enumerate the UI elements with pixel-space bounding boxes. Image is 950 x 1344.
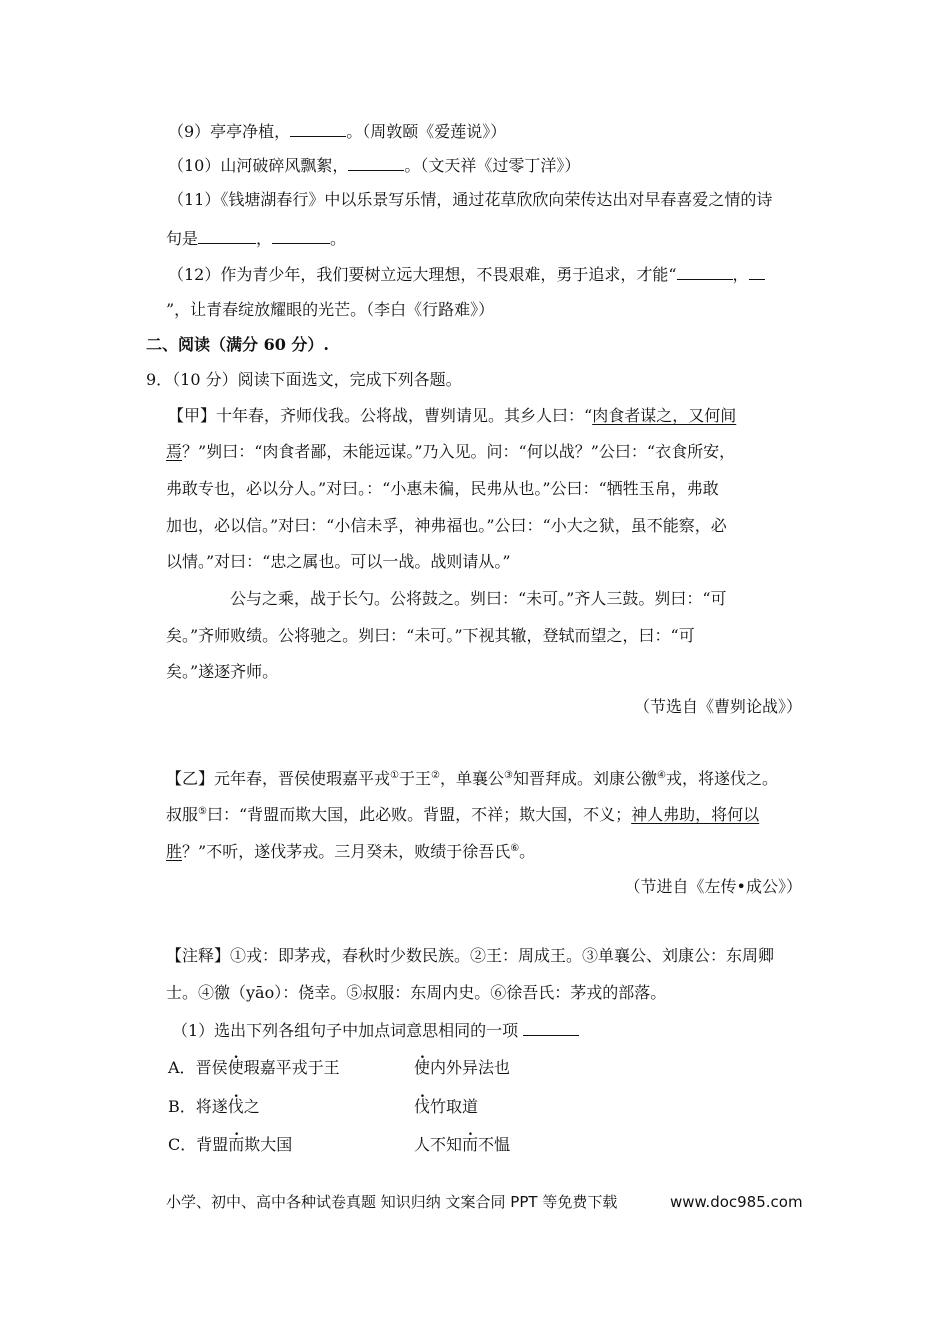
answer-blank (290, 121, 346, 137)
sub-question-1: （1）选出下列各组句子中加点词意思相同的一项 (172, 1020, 579, 1041)
passage-yi-source: （节进自《左传•成公》） (624, 877, 802, 896)
fill-q10: （10）山河破碎风飘絮， 。（文天祥《过零丁洋》） (168, 156, 581, 175)
underlined-sentence: 胜 (166, 842, 183, 861)
answer-blank (749, 264, 765, 280)
fill-q9: （9）亭亭净植， 。（周敦颐《爱莲说》） (168, 122, 507, 141)
footer-text: 小学、初中、高中各种试卷真题 知识归纳 文案合同 PPT 等免费下载 (166, 1193, 618, 1211)
fill-q12-line2: ”，让青春绽放耀眼的光芒。（李白《行路难》） (166, 300, 495, 319)
fill-q12-line1: （12）作为青少年，我们要树立远大理想，不畏艰难，勇于追求，才能“ ， (168, 264, 765, 285)
passage-yi-line: 叔服⑤曰：“背盟而欺大国，此必败。背盟，不祥；欺大国，不义；神人弗助，将何以 (166, 805, 760, 824)
answer-blank (272, 228, 330, 244)
option-right-sentence: 人不知而不愠 (414, 1135, 511, 1154)
answer-blank (677, 264, 733, 280)
footer-link[interactable]: www.doc985.com (670, 1193, 803, 1211)
option-left-sentence: B．将遂伐之 (168, 1097, 260, 1116)
underlined-sentence: 焉 (166, 442, 183, 461)
passage-jia-line: 【甲】十年春，齐师伐我。公将战，曹刿请见。其乡人曰：“肉食者谋之，又何间 (168, 406, 737, 425)
passage-jia-line: 公与之乘，战于长勺。公将鼓之。刿曰：“未可。”齐人三鼓。刿曰：“可 (230, 589, 727, 608)
passage-jia-line: 弗敢专也，必以分人。”对曰。：“小惠未徧，民弗从也。”公曰：“牺牲玉帛，弗敢 (166, 479, 719, 498)
passage-jia-line: 矣。”遂逐齐师。 (166, 662, 279, 681)
passage-jia-line: 焉？”刿曰：“肉食者鄙，未能远谋。”乃入见。问：“何以战？”公曰：“衣食所安， (166, 442, 736, 461)
option-left-sentence: C．背盟而欺大国 (168, 1135, 293, 1154)
option-left-sentence: A．晋侯使瑕嘉平戎于王 (168, 1058, 340, 1077)
notes-line: 【注释】①戎：即茅戎，春秋时少数民族。②王：周成王。③单襄公、刘康公：东周卿 (166, 946, 775, 965)
fill-q11-line1: （11）《钱塘湖春行》中以乐景写乐情，通过花草欣欣向荣传达出对早春喜爱之情的诗 (168, 190, 773, 209)
passage-yi-line: 【乙】元年春，晋侯使瑕嘉平戎①于王②，单襄公③知晋拜成。刘康公徼④戎，将遂伐之。 (166, 769, 778, 788)
passage-jia-line: 以情。”对曰：“忠之属也。可以一战。战则请从。” (166, 552, 511, 571)
option-right-sentence: 伐竹取道 (414, 1097, 479, 1116)
underlined-sentence: 神人弗助，将何以 (631, 805, 760, 824)
passage-yi-line: 胜？”不听，遂伐茅戎。三月癸未，败绩于徐吾氏⑥。 (166, 842, 536, 861)
notes-line: 士。④徼（yāo）：侥幸。⑤叔服：东周内史。⑥徐吾氏：茅戎的部落。 (166, 983, 667, 1002)
question-9-title: 9．（10 分）阅读下面选文，完成下列各题。 (146, 370, 462, 389)
passage-jia-line: 矣。”齐师败绩。公将驰之。刿曰：“未可。”下视其辙，登轼而望之，曰：“可 (166, 626, 695, 645)
passage-jia-source: （节选自《曹刿论战》） (633, 697, 802, 716)
passage-jia-line: 加也，必以信。”对曰：“小信未孚，神弗福也。”公曰：“小大之狱，虽不能察，必 (166, 516, 727, 535)
underlined-sentence: 肉食者谋之，又何间 (592, 406, 737, 425)
answer-blank (523, 1020, 579, 1036)
option-right-sentence: 使内外异法也 (414, 1058, 511, 1077)
section-title: 二、阅读（满分 60 分）. (146, 335, 329, 354)
fill-q11-line2: 句是 ， 。 (166, 229, 347, 248)
answer-blank (198, 228, 256, 244)
answer-blank (348, 155, 404, 171)
